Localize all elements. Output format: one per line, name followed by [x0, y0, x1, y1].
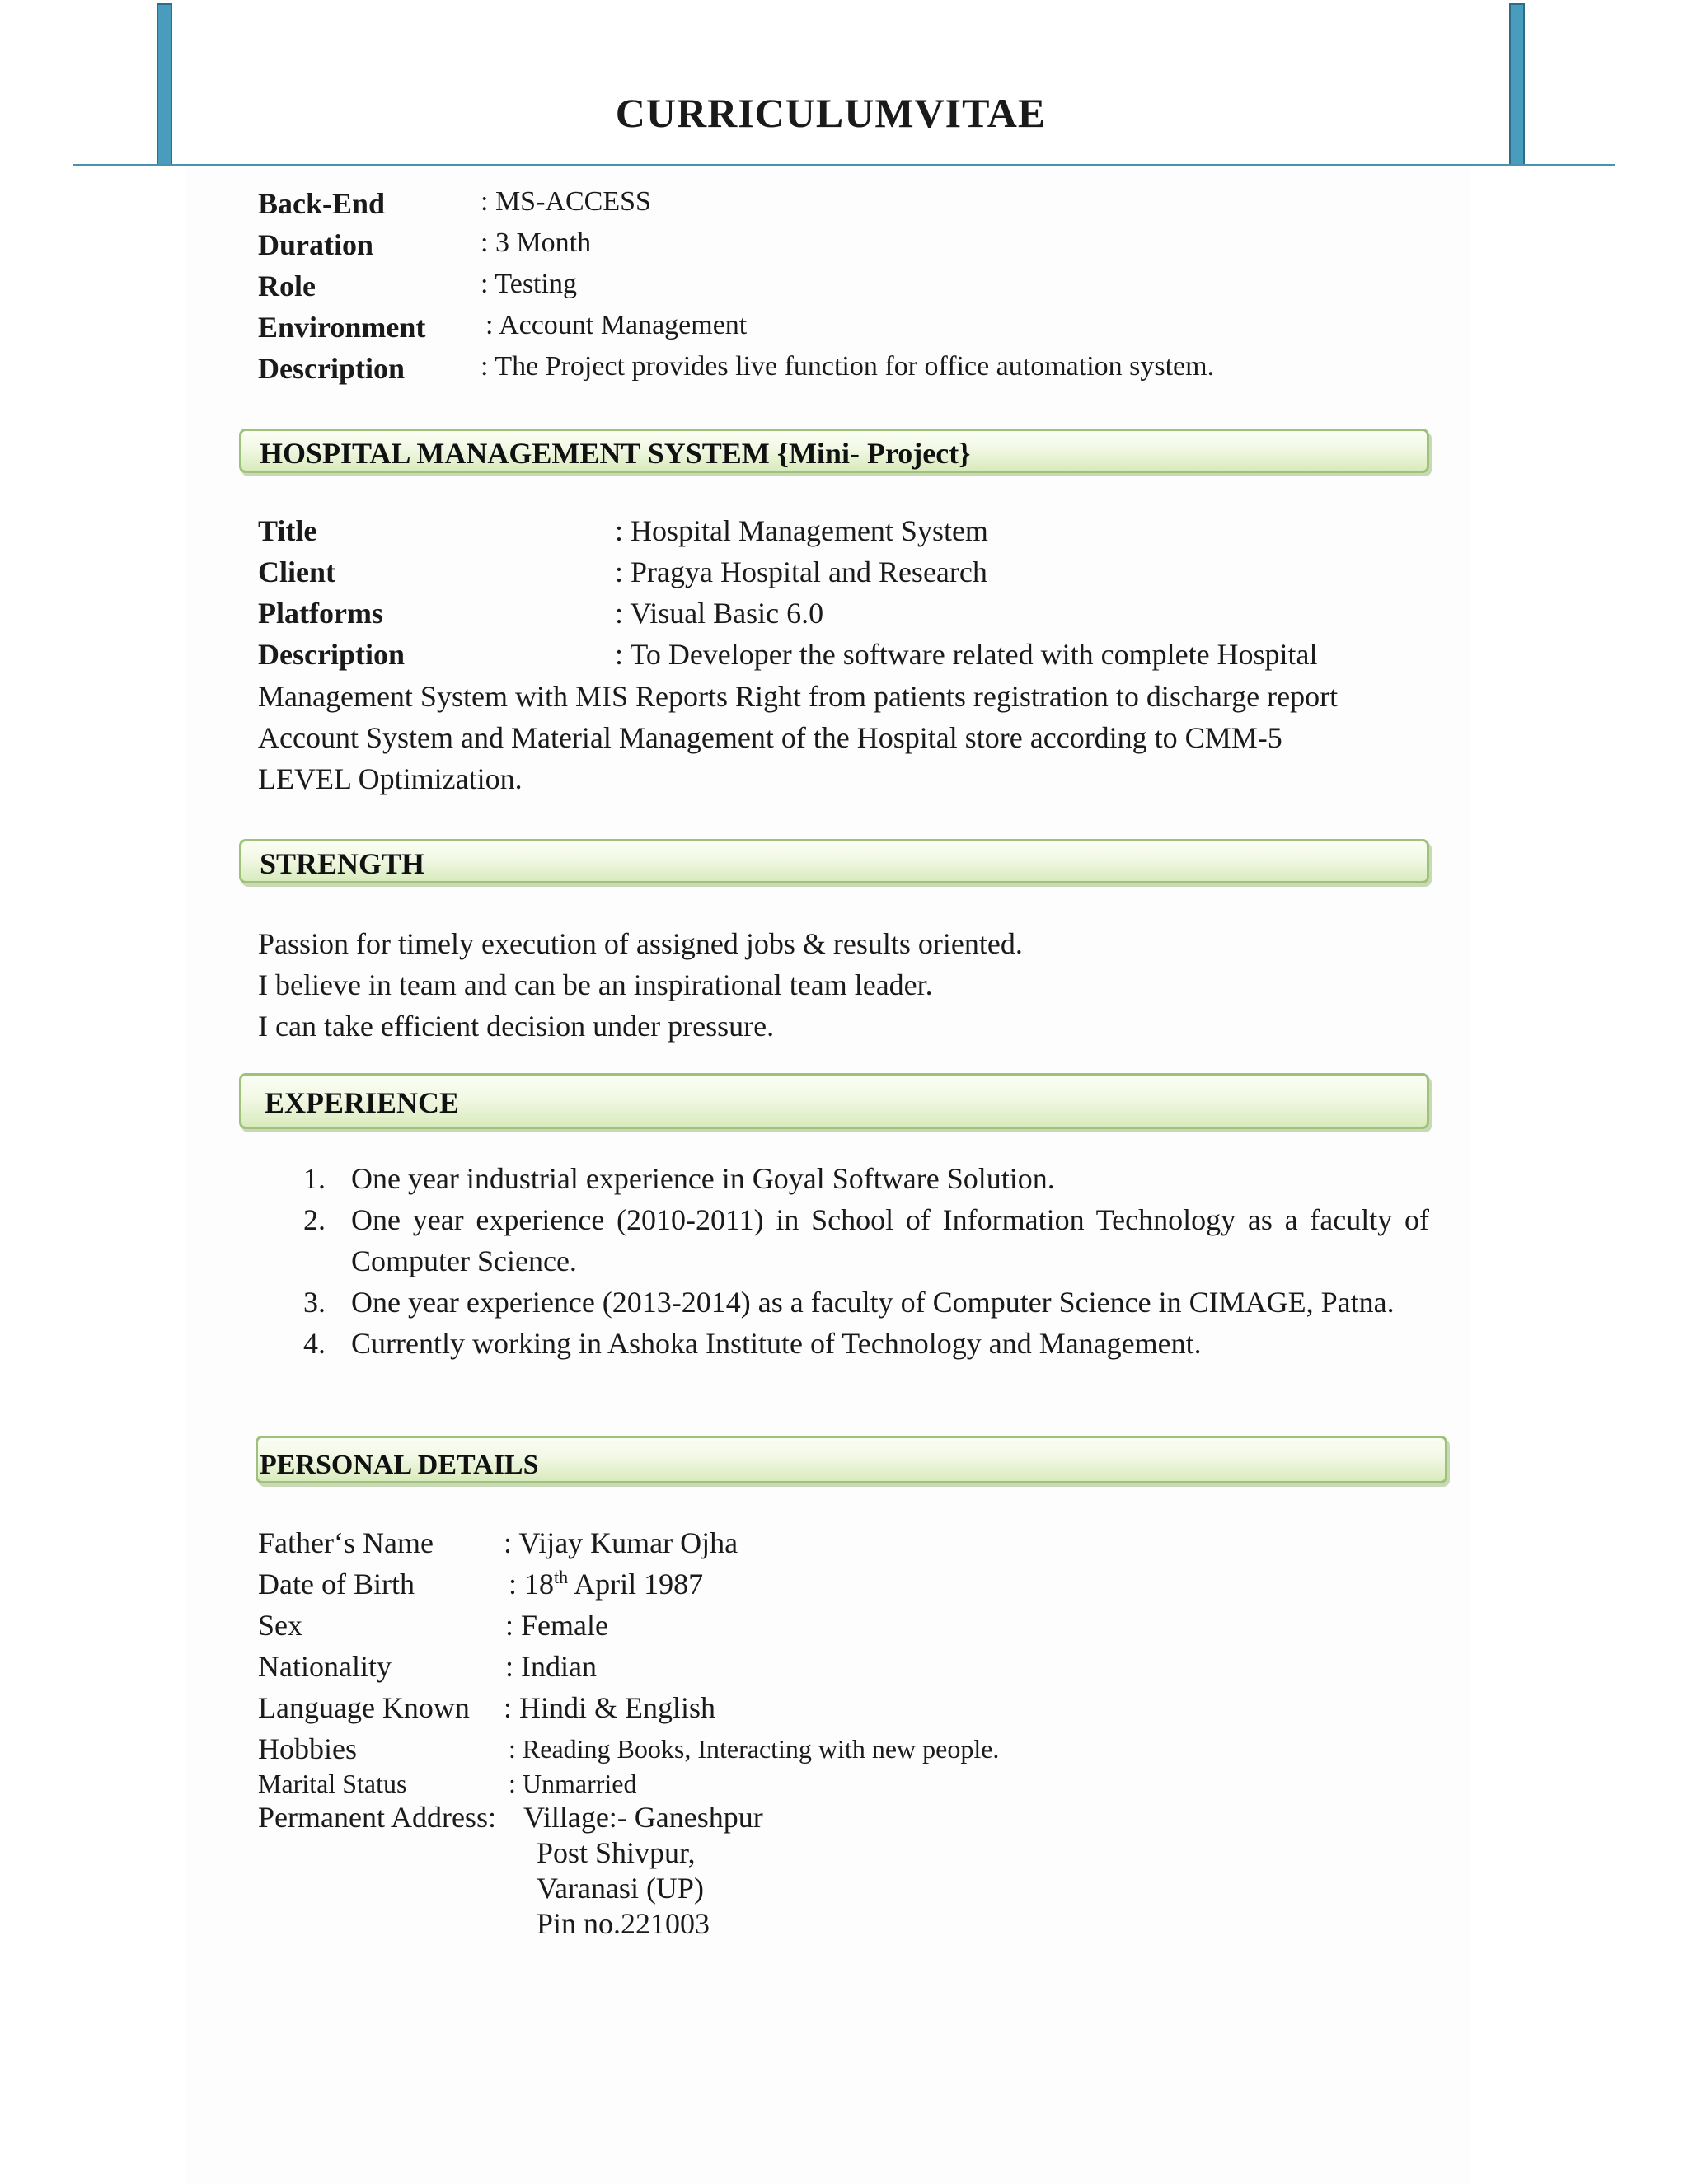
row-value: : To Developer the software related with complete Hospital: [615, 638, 1318, 671]
row-value: : Vijay Kumar Ojha: [504, 1526, 738, 1559]
address-line: Pin no.221003: [537, 1907, 710, 1940]
row-value: : Hospital Management System: [615, 514, 988, 547]
row-key: Description: [258, 352, 405, 385]
row-key: Client: [258, 555, 335, 588]
row-key: Nationality: [258, 1650, 392, 1683]
row-key: Environment: [258, 311, 426, 344]
row-value: : Account Management: [485, 310, 748, 340]
row-value: : Pragya Hospital and Research: [615, 555, 987, 588]
strength-list: [258, 923, 1023, 1047]
section-hospital-management: [239, 429, 1429, 473]
row-value: : Reading Books, Interacting with new people.: [509, 1734, 1000, 1764]
left-header-bar: [157, 3, 172, 166]
list-number: 3.: [303, 1286, 326, 1319]
row-key: Father‘s Name: [258, 1526, 434, 1559]
list-text: Currently working in Ashoka Institute of Technology and Management.: [351, 1327, 1202, 1360]
row-key: Platforms: [258, 597, 383, 630]
address-line: Varanasi (UP): [537, 1872, 704, 1905]
row-value: : Testing: [481, 269, 577, 299]
list-number: 1.: [303, 1162, 326, 1195]
row-value: [509, 1567, 703, 1601]
address-line: Post Shivpur,: [537, 1836, 696, 1869]
experience-list: [303, 1158, 1429, 1364]
row-value: : The Project provides live function for office automation system.: [481, 351, 1215, 382]
section-heading: HOSPITAL MANAGEMENT SYSTEM {Mini- Project}: [260, 437, 971, 470]
section-personal-details: [256, 1436, 1447, 1483]
strength-line: I believe in team and can be an inspirational team leader.: [258, 968, 933, 1001]
row-value: : Hindi & English: [504, 1691, 716, 1724]
row-key: Duration: [258, 228, 374, 261]
section-experience: [239, 1073, 1429, 1129]
strength-line: Passion for timely execution of assigned jobs & results oriented.: [258, 927, 1023, 960]
header-rule: [73, 164, 1615, 166]
list-text: One year industrial experience in Goyal Software Solution.: [351, 1162, 1055, 1195]
row-key: Back-End: [258, 187, 386, 220]
address-line: Village:- Ganeshpur: [523, 1801, 763, 1834]
section-heading: EXPERIENCE: [265, 1086, 460, 1119]
row-key: Marital Status: [258, 1769, 407, 1798]
list-text: One year experience (2013-2014) as a faculty of Computer Science in CIMAGE, Patna.: [351, 1286, 1395, 1319]
row-value: : 3 Month: [481, 227, 592, 258]
list-number: 2.: [303, 1203, 326, 1236]
list-item: [303, 1158, 1429, 1199]
row-value: : Visual Basic 6.0: [615, 597, 824, 630]
row-key: Role: [258, 269, 316, 302]
section-strength: [239, 839, 1429, 883]
description-line: Management System with MIS Reports Right from patients registration to discharge report: [258, 680, 1339, 713]
row-value: : Female: [505, 1609, 608, 1642]
list-item: [303, 1323, 1429, 1364]
row-key: Language Known: [258, 1691, 470, 1724]
row-key: Date of Birth: [258, 1568, 415, 1601]
document-title: CURRICULUMVITAE: [615, 90, 1047, 136]
row-key: Sex: [258, 1609, 302, 1642]
hospital-description-continued: [258, 676, 1338, 799]
row-value: : Indian: [505, 1650, 597, 1683]
row-value: : MS-ACCESS: [481, 186, 651, 217]
row-key: Title: [258, 514, 317, 547]
strength-line: I can take efficient decision under pressure.: [258, 1010, 775, 1043]
row-key: Hobbies: [258, 1732, 357, 1765]
row-key: Description: [258, 638, 405, 671]
dob-day: : 18: [509, 1568, 555, 1601]
description-line: Account System and Material Management of the Hospital store according to CMM-5: [258, 721, 1282, 754]
list-item: [303, 1282, 1429, 1323]
list-item: [303, 1199, 1429, 1282]
list-number: 4.: [303, 1327, 326, 1360]
description-line: LEVEL Optimization.: [258, 762, 523, 795]
dob-ordinal: th: [554, 1567, 569, 1587]
right-header-bar: [1509, 3, 1525, 166]
address-block: [523, 1800, 763, 1942]
list-text: One year experience (2010-2011) in School of Information Technology as a faculty of Computer Science.: [351, 1203, 1429, 1277]
section-heading: STRENGTH: [260, 847, 425, 880]
row-value: : Unmarried: [509, 1769, 637, 1798]
row-key: Permanent Address:: [258, 1801, 496, 1834]
section-heading: PERSONAL DETAILS: [260, 1450, 539, 1480]
dob-rest: April 1987: [568, 1568, 704, 1601]
